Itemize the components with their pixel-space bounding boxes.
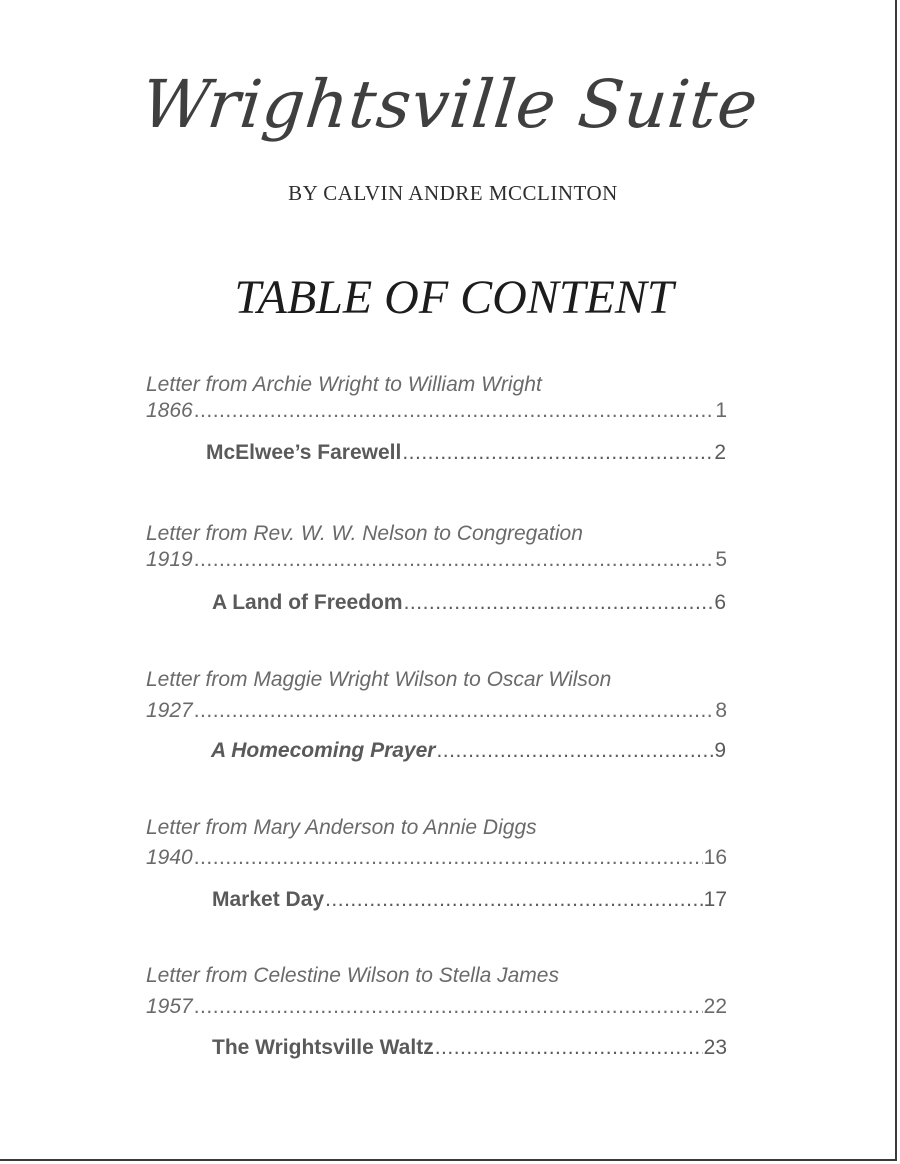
- dot-leader: [402, 440, 713, 466]
- dot-leader: [436, 738, 713, 764]
- toc-page-number: 17: [703, 888, 727, 911]
- toc-year-entry[interactable]: [146, 398, 727, 424]
- toc-piece-title: A Homecoming Prayer: [211, 739, 436, 762]
- dot-leader: [404, 590, 714, 616]
- document-title: Wrightsville Suite: [138, 66, 762, 143]
- toc-year-entry[interactable]: [146, 547, 727, 573]
- toc-page-number: 22: [703, 995, 727, 1018]
- toc-piece-title: The Wrightsville Waltz: [212, 1036, 434, 1059]
- toc-piece-title: A Land of Freedom: [212, 591, 403, 614]
- dot-leader: [325, 887, 703, 913]
- toc-heading: TABLE OF CONTENT: [234, 271, 674, 324]
- toc-year: 1919: [146, 548, 193, 571]
- author-byline: BY CALVIN ANDRE MCCLINTON: [288, 181, 618, 205]
- toc-year-entry[interactable]: [146, 698, 727, 724]
- toc-page-number: 8: [715, 699, 727, 722]
- toc-piece-title: Market Day: [212, 888, 325, 911]
- toc-page-number: 9: [714, 739, 726, 762]
- toc-page-number: 1: [715, 399, 727, 422]
- toc-year: 1927: [146, 699, 193, 722]
- toc-letter-title: Letter from Celestine Wilson to Stella James: [146, 964, 559, 987]
- toc-piece-entry[interactable]: [212, 590, 726, 616]
- toc-page-number: 2: [714, 441, 726, 464]
- toc-year-entry[interactable]: [146, 994, 727, 1020]
- toc-piece-entry[interactable]: [212, 1035, 727, 1061]
- toc-page-number: 6: [714, 591, 726, 614]
- toc-piece-entry[interactable]: [211, 738, 726, 764]
- dot-leader: [194, 845, 703, 871]
- toc-piece-title: McElwee’s Farewell: [206, 441, 402, 464]
- dot-leader: [194, 698, 715, 724]
- toc-piece-entry[interactable]: [206, 440, 726, 466]
- dot-leader: [194, 398, 715, 424]
- toc-page-number: 16: [703, 846, 727, 869]
- dot-leader: [194, 547, 715, 573]
- toc-letter-title: Letter from Archie Wright to William Wright: [146, 373, 542, 396]
- toc-year-entry[interactable]: [146, 845, 727, 871]
- dot-leader: [194, 994, 703, 1020]
- toc-letter-title: Letter from Rev. W. W. Nelson to Congregation: [146, 522, 583, 545]
- toc-year: 1940: [146, 846, 193, 869]
- toc-letter-title: Letter from Maggie Wright Wilson to Oscar Wilson: [146, 668, 612, 691]
- toc-page-number: 23: [703, 1036, 727, 1059]
- toc-year: 1866: [146, 399, 193, 422]
- toc-page-number: 5: [715, 548, 727, 571]
- toc-piece-entry[interactable]: [212, 887, 727, 913]
- toc-letter-title: Letter from Mary Anderson to Annie Diggs: [146, 816, 537, 839]
- dot-leader: [435, 1035, 703, 1061]
- toc-year: 1957: [146, 995, 193, 1018]
